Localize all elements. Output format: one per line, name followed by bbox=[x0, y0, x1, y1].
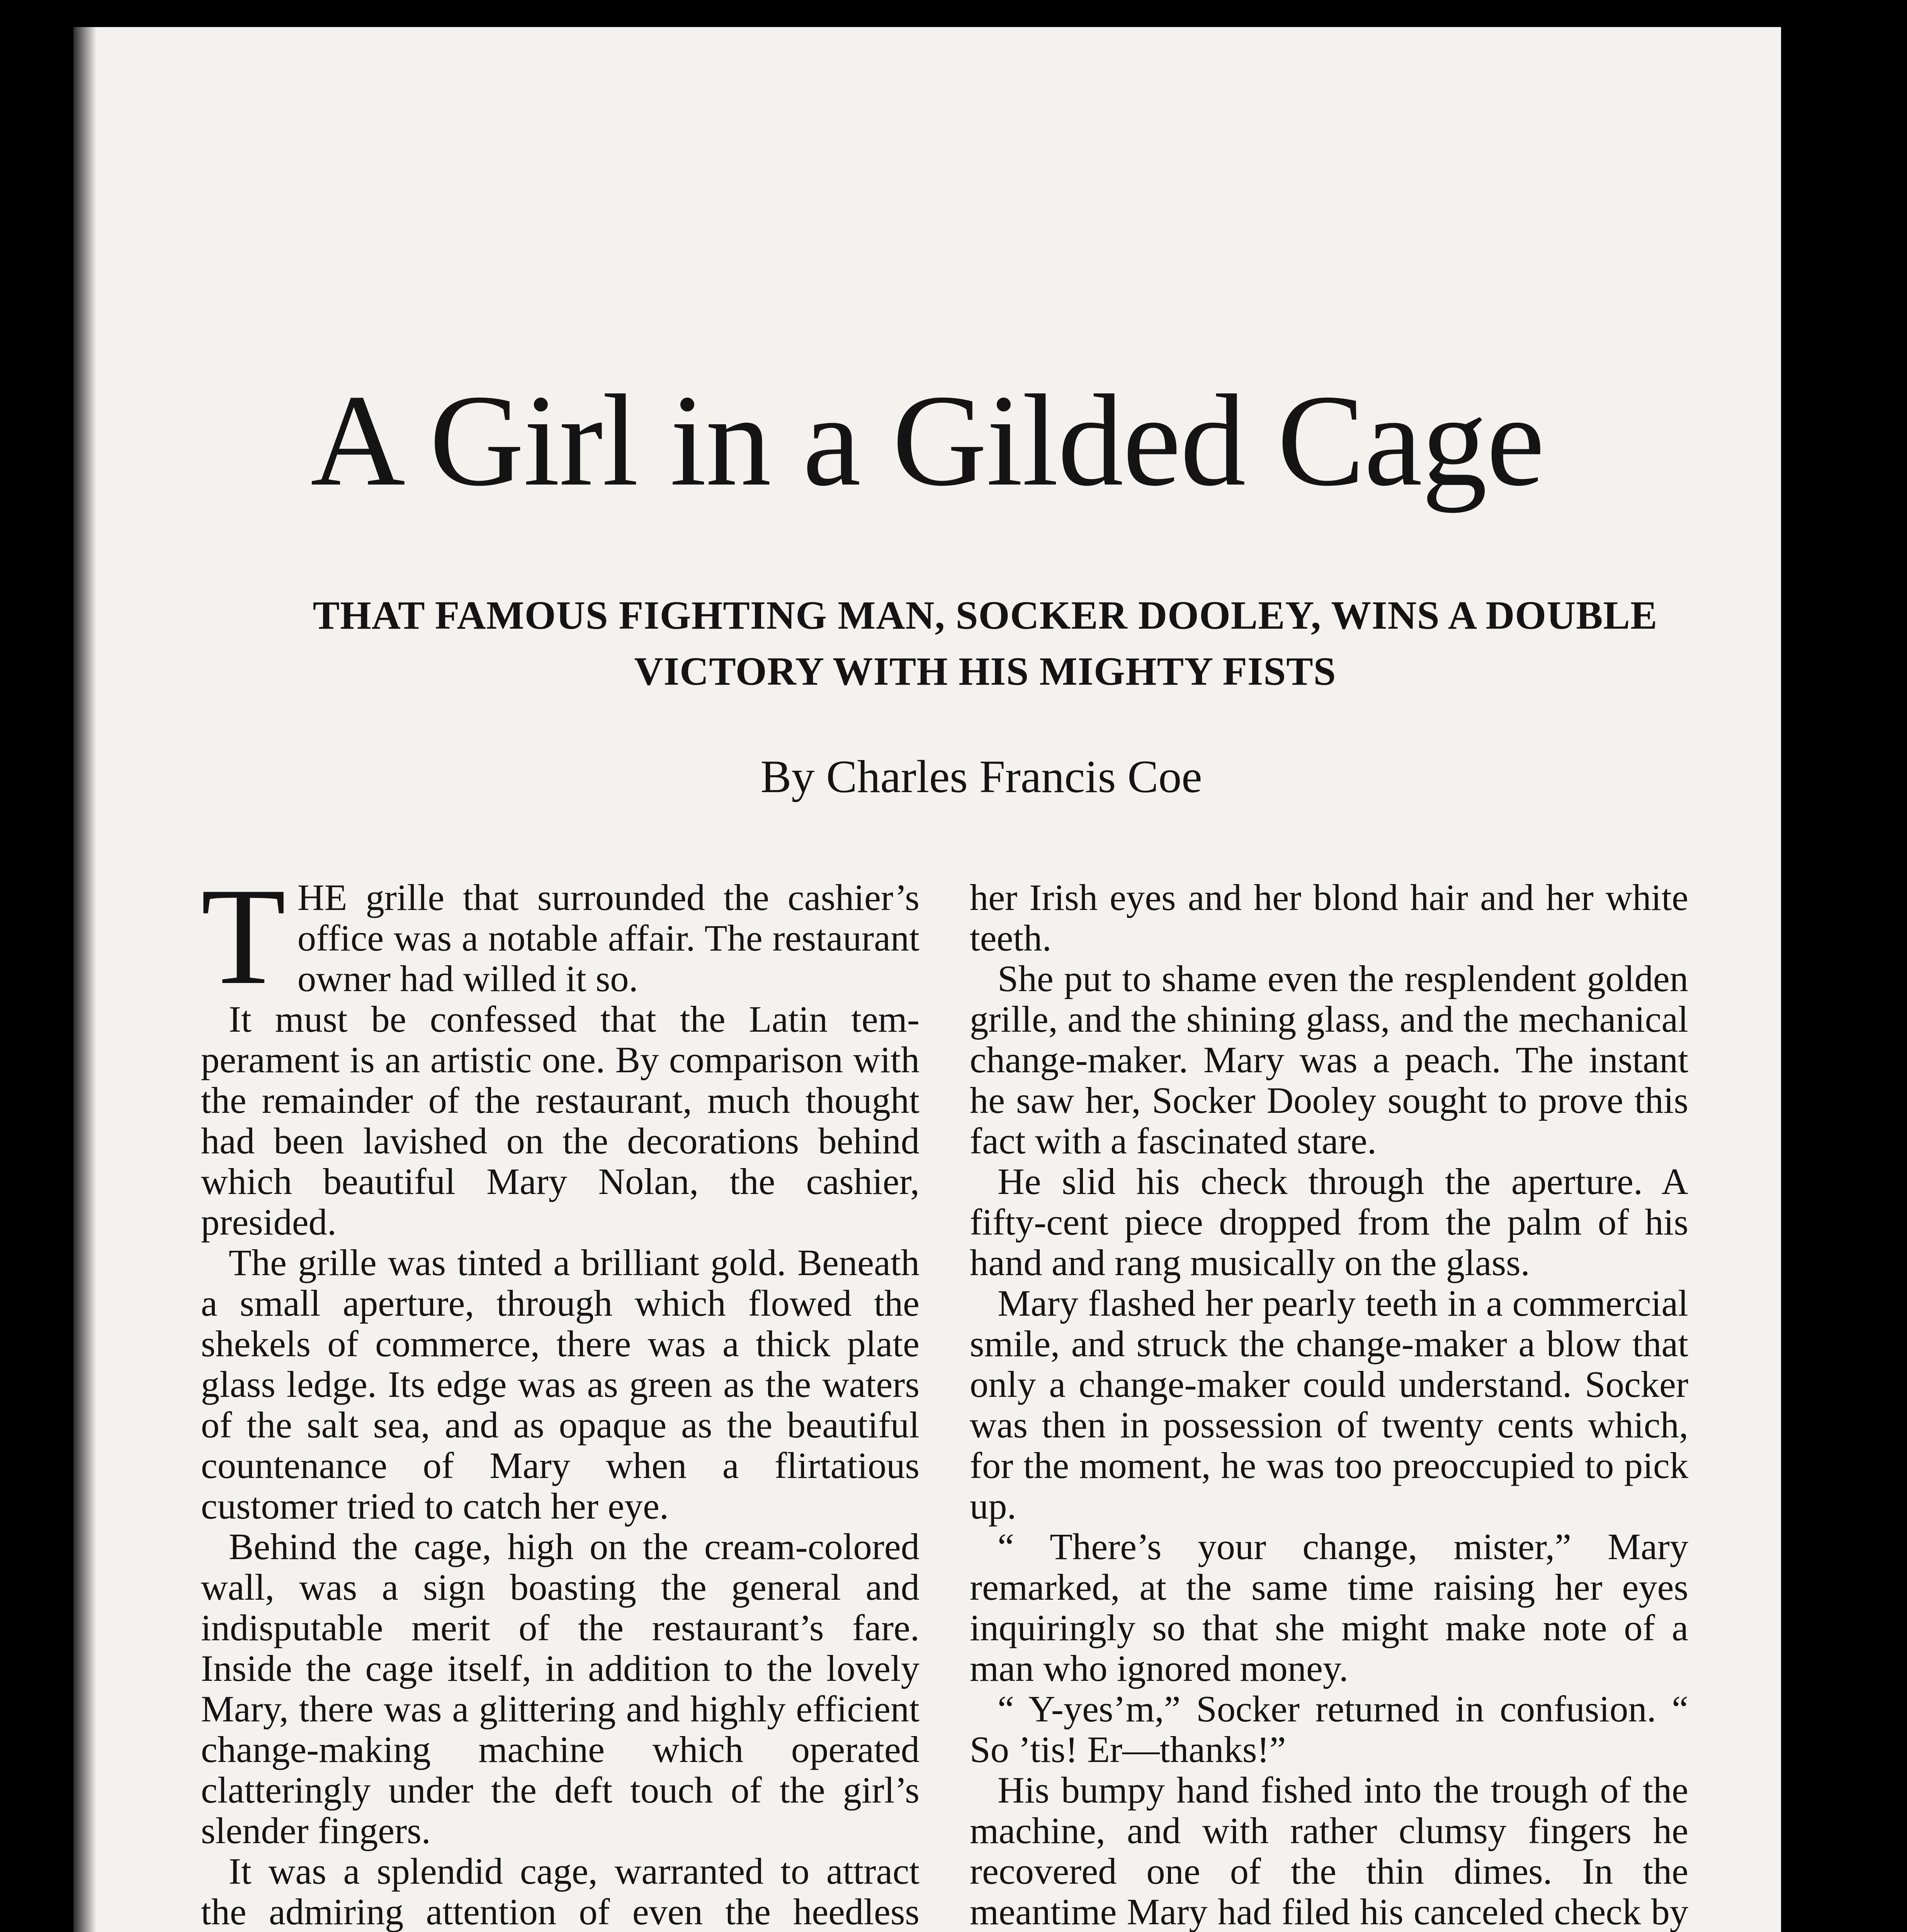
paragraph: THE grille that surrounded the cashier’s office was a notable affair. The restaurant owner had willed it so. bbox=[201, 859, 920, 1013]
paragraph: His bumpy hand fished into the trough of the machine, and with rather clumsy fingers he recovered one of the thin dimes. In the meantime Mary had filed his canceled check by bbox=[970, 1769, 1688, 1932]
binding-shadow bbox=[73, 27, 97, 1932]
magazine-page bbox=[73, 27, 1781, 1932]
paragraph: She put to shame even the resplendent golden grille, and the shining glass, and the mechanical change-maker. Mary was a peach. The instant he saw her, Socker Dooley sought to prove this fact with a fascinated stare. bbox=[970, 958, 1688, 1162]
text-column-left bbox=[201, 859, 920, 1932]
drop-cap: T bbox=[201, 859, 286, 1013]
paragraph: The grille was tinted a brilliant gold. Beneath a small aperture, through which flowed the shekels of commerce, there was a thick plate glass ledge. Its edge was as green as the waters of the salt sea, and as opaque as the beautiful countenance of Mary when a flirtatious customer tried to catch her eye. bbox=[201, 1242, 920, 1527]
paragraph: her Irish eyes and her blond hair and her white teeth. bbox=[970, 877, 1688, 959]
paragraph: Mary flashed her pearly teeth in a commercial smile, and struck the change-maker a blow that only a change-maker could understand. Socker was then in possession of twenty cents which, for the moment, he was too preoccupied to pick up. bbox=[970, 1282, 1688, 1527]
paragraph: It was a splendid cage, warranted to attract the admiring attention of even the heedless bbox=[201, 1850, 920, 1932]
article-title: A Girl in a Gilded Cage bbox=[310, 367, 1544, 513]
paragraph: “ Y-yes’m,” Socker returned in confusion. “ So ’tis! Er—thanks!” bbox=[970, 1688, 1688, 1770]
paragraph: “ There’s your change, mister,” Mary remarked, at the same time raising her eyes inquiringly so that she might make note of a man who ignored money. bbox=[970, 1526, 1688, 1689]
paragraph: It must be confessed that the Latin temperament is an artistic one. By comparison with the remainder of the restaurant, much thought had been lavished on the decorations behind which beautiful Mary Nolan, the cashier, presided. bbox=[201, 998, 920, 1243]
article-byline: By Charles Francis Coe bbox=[760, 751, 1202, 802]
paragraph: He slid his check through the aperture. A fifty-cent piece dropped from the palm of his hand and rang musically on the glass. bbox=[970, 1161, 1688, 1283]
paragraph: Behind the cage, high on the cream-colored wall, was a sign boasting the general and indisputable merit of the restaurant’s fare. Inside the cage itself, in addition to the lovely Mary, there was a glittering and highly efficient change-making machine which operated clatteringly under the deft touch of the girl’s slender fingers. bbox=[201, 1526, 920, 1851]
text-column-right bbox=[970, 877, 1688, 1932]
article-subtitle: THAT FAMOUS FIGHTING MAN, SOCKER DOOLEY, WINS A DOUBLE VICTORY WITH HIS MIGHTY FISTS bbox=[313, 593, 1658, 694]
